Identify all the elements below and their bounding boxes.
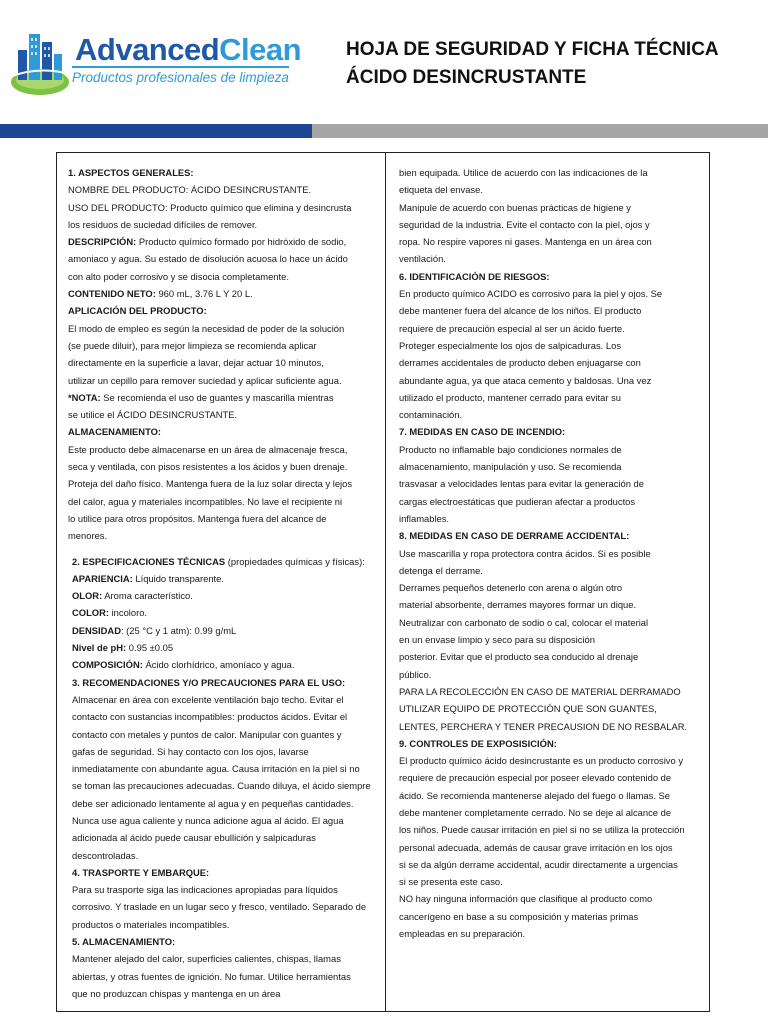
brand-tagline: Productos profesionales de limpieza — [72, 66, 289, 85]
text-line — [399, 666, 711, 683]
text-body: bien equipada. Utilice de acuerdo con las indicaciones de la — [399, 167, 648, 178]
text-body: almacenamiento, manipulación y uso. Se recomienda — [399, 461, 622, 473]
text-line — [68, 423, 380, 440]
text-line — [68, 795, 380, 812]
text-body: 0.95 ±0.05 — [126, 642, 174, 654]
text-body: Proteger especialmente los ojos de salpicaduras. Los — [399, 339, 622, 351]
text-body: En producto químico ACIDO es corrosivo para la piel y ojos. Se — [399, 288, 663, 300]
text-body: si se da algún derrame accidental, acudir directamente a urgencias — [399, 858, 678, 870]
text-body: seguridad de la industria. Evite el contacto con la piel, ojos y — [399, 218, 650, 230]
text-heading: 8. MEDIDAS EN CASO DE DERRAME ACCIDENTAL: — [399, 530, 630, 542]
text-line — [68, 916, 380, 933]
text-body: incoloro. — [108, 607, 148, 619]
text-line — [399, 752, 711, 769]
text-heading: 6. IDENTIFICACIÓN DE RIESGOS: — [399, 270, 550, 282]
text-line — [399, 285, 711, 302]
text-body: seca y ventilada, con pisos resistentes a los ácidos y buen drenaje. — [68, 461, 348, 473]
text-body: debe mantener fuera del alcance de los niños. El producto — [399, 305, 642, 317]
text-body: material absorbente, derrames mayores formar un dique. — [399, 599, 637, 611]
header-bar-blue — [0, 124, 312, 138]
text-body: trasvasar a velocidades lentas para evitar la generación de — [399, 478, 644, 490]
text-line — [68, 302, 380, 319]
text-body: : (25 °C y 1 atm): 0.99 g/mL — [120, 624, 237, 636]
text-line — [68, 216, 380, 233]
text-body: los residuos de suciedad difíciles de remover. — [68, 218, 258, 230]
text-body: corrosivo. Y traslade en un lugar seco y fresco, ventilado. Separado de — [72, 901, 367, 913]
text-body: requiere de precaución especial por poseer elevado contenido de — [399, 772, 672, 784]
text-line — [68, 933, 380, 950]
text-line — [68, 950, 380, 967]
text-body: (se puede diluir), para mejor limpieza se recomienda aplicar — [68, 339, 317, 351]
text-line — [399, 372, 711, 389]
text-line — [68, 847, 380, 864]
text-line — [68, 250, 380, 267]
text-body: utilizado el producto, mantener cerrado para evitar su — [399, 391, 621, 403]
text-line — [399, 735, 711, 752]
text-line — [68, 493, 380, 510]
text-line — [399, 648, 711, 665]
text-body: debe mantener completamente cerrado. No se deje al alcance de — [399, 806, 672, 818]
text-line — [68, 691, 380, 708]
text-line — [399, 250, 711, 267]
text-line — [399, 354, 711, 371]
text-body: directamente en la superficie a lavar, dejar actuar 10 minutos, — [68, 357, 324, 369]
text-body: menores. — [68, 530, 108, 542]
text-line — [68, 604, 380, 621]
text-line — [399, 596, 711, 613]
text-line — [68, 743, 380, 760]
text-line — [68, 527, 380, 544]
text-body: contacto con metales y puntos de calor. Manipular con guantes y — [72, 728, 342, 740]
brand-name-part2: Clean — [219, 32, 302, 67]
text-line — [68, 968, 380, 985]
text-line — [399, 787, 711, 804]
text-line — [68, 475, 380, 492]
text-line — [399, 268, 711, 285]
text-line — [399, 441, 711, 458]
text-body: LENTES, PERCHERA Y TENER PRECAUSION DE NO RESBALAR. — [399, 720, 688, 732]
text-body: personal adecuada, además de causar grave irritación en los ojos — [399, 841, 673, 853]
text-body: Manipule de acuerdo con buenas prácticas de higiene y — [399, 201, 631, 213]
text-body: detenga el derrame. — [399, 564, 483, 576]
right-column — [399, 164, 711, 942]
text-body: los niños. Puede causar irritación en piel si no se utiliza la protección — [399, 824, 685, 836]
text-line — [399, 821, 711, 838]
brand-logo — [10, 22, 310, 102]
text-body: gafas de seguridad. Si hay contacto con los ojos, lavarse — [72, 745, 309, 757]
text-heading: 3. RECOMENDACIONES Y/O PRECAUCIONES PARA EL USO: — [72, 676, 346, 688]
text-body: contaminación. — [399, 409, 463, 421]
text-body: Neutralizar con carbonato de sodio o cal, colocar el material — [399, 616, 649, 628]
text-body: Mantener alejado del calor, superficies calientes, chispas, llamas — [72, 953, 341, 965]
text-line — [68, 510, 380, 527]
text-heading: 1. ASPECTOS GENERALES: — [68, 167, 194, 178]
text-line — [68, 812, 380, 829]
text-line — [68, 553, 380, 570]
text-line — [68, 726, 380, 743]
text-body: amoniaco y agua. Su estado de disolución acuosa lo hace un ácido — [68, 253, 348, 265]
text-line — [399, 199, 711, 216]
text-body: se utilice el ÁCIDO DESINCRUSTANTE. — [68, 409, 238, 421]
text-line — [68, 406, 380, 423]
text-body: con alto poder corrosivo y se disocia completamente. — [68, 270, 289, 282]
text-body: público. — [399, 668, 432, 680]
text-line — [399, 925, 711, 942]
text-body: derrames accidentales de producto deben enjuagarse con — [399, 357, 641, 369]
document-title-line2: ÁCIDO DESINCRUSTANTE — [346, 67, 587, 88]
section-spacer — [68, 545, 380, 553]
text-body: 960 mL, 3.76 L Y 20 L. — [155, 288, 253, 300]
text-line — [399, 406, 711, 423]
text-line — [68, 320, 380, 337]
text-line — [399, 856, 711, 873]
text-line — [68, 639, 380, 656]
text-body: productos o materiales incompatibles. — [72, 918, 230, 930]
text-body: del calor, agua y materiales incompatibles. No lave el recipiente ni — [68, 495, 343, 507]
text-line — [68, 164, 380, 181]
text-heading: APARIENCIA: — [72, 572, 133, 584]
text-heading: CONTENIDO NETO: — [68, 288, 156, 300]
text-line — [68, 337, 380, 354]
text-body: Este producto debe almacenarse en un área de almacenaje fresca, — [68, 443, 348, 455]
text-line — [399, 233, 711, 250]
text-body: NO hay ninguna información que clasifique al producto como — [399, 893, 653, 905]
text-line — [68, 389, 380, 406]
text-body: cancerígeno en base a su composición y materias primas — [399, 910, 639, 922]
text-line — [399, 873, 711, 890]
text-line — [399, 769, 711, 786]
text-heading: COLOR: — [72, 607, 109, 619]
text-body: ácido. Se recomienda mantenerse alejado del fuego o llamas. Se — [399, 789, 671, 801]
text-line — [399, 718, 711, 735]
text-line — [399, 337, 711, 354]
text-line — [68, 199, 380, 216]
text-body: empleadas en su preparación. — [399, 928, 526, 940]
header-bar-gray — [312, 124, 768, 138]
text-line — [399, 804, 711, 821]
text-heading: 5. ALMACENAMIENTO: — [72, 936, 176, 948]
text-body: contacto con sustancias incompatibles: productos ácidos. Evitar el — [72, 711, 348, 723]
building-globe-icon — [10, 26, 72, 96]
text-heading: 7. MEDIDAS EN CASO DE INCENDIO: — [399, 426, 566, 438]
text-line — [399, 320, 711, 337]
text-line — [68, 458, 380, 475]
text-line — [399, 839, 711, 856]
text-body: lo utilice para otros propósitos. Mantenga fuera del alcance de — [68, 512, 327, 524]
text-heading: Nivel de pH: — [72, 642, 127, 654]
text-body: Aroma característico. — [102, 590, 193, 602]
text-line — [399, 545, 711, 562]
text-line — [68, 674, 380, 691]
text-line — [68, 372, 380, 389]
document-title-line1: HOJA DE SEGURIDAD Y FICHA TÉCNICA — [346, 39, 719, 60]
text-body: USO DEL PRODUCTO: Producto químico que elimina y desincrusta — [68, 201, 352, 213]
text-body: inmediatamente con abundante agua. Causa irritación en la piel si no — [72, 763, 360, 775]
text-body: Producto no inflamable bajo condiciones normales de — [399, 443, 622, 455]
text-line — [399, 302, 711, 319]
brand-name-part1: Advanced — [75, 32, 220, 67]
text-line — [68, 898, 380, 915]
text-line — [399, 475, 711, 492]
text-line — [68, 985, 380, 1002]
column-divider — [385, 152, 386, 1012]
text-line — [399, 458, 711, 475]
text-body: ropa. No respire vapores ni gases. Mantenga en un área con — [399, 236, 652, 248]
text-line — [399, 890, 711, 907]
text-body: requiere de precaución especial al ser un ácido fuerte. — [399, 322, 625, 334]
text-line — [399, 164, 711, 181]
text-line — [399, 614, 711, 631]
text-line — [68, 656, 380, 673]
text-body: que no produzcan chispas y mantenga en un área — [72, 987, 281, 999]
brand-name — [75, 32, 301, 68]
text-line — [68, 708, 380, 725]
text-line — [399, 631, 711, 648]
text-line — [399, 510, 711, 527]
text-body: Se recomienda el uso de guantes y mascarilla mientras — [100, 391, 334, 403]
text-body: utilizar un cepillo para remover suciedad y aplicar suficiente agua. — [68, 374, 342, 386]
text-heading: 9. CONTROLES DE EXPOSISICIÓN: — [399, 737, 557, 749]
text-body: debe ser adicionado lentamente al agua y en pequeñas cantidades. — [72, 797, 354, 809]
text-body: se toman las precauciones adecuadas. Cuando diluya, el ácido siempre — [72, 780, 371, 792]
text-body: etiqueta del envase. — [399, 184, 483, 196]
text-body: adicionada al ácido puede causar ebullición y salpicaduras — [72, 832, 316, 844]
text-line — [68, 864, 380, 881]
text-heading: DENSIDAD — [72, 624, 121, 636]
text-body: El producto químico ácido desincrustante es un producto corrosivo y — [399, 755, 684, 767]
text-body: Proteja del daño físico. Mantenga fuera de la luz solar directa y lejos — [68, 478, 353, 490]
text-body: abiertas, y otras fuentes de ignición. No fumar. Utilice herramientas — [72, 970, 351, 982]
text-heading: ALMACENAMIENTO: — [68, 426, 162, 438]
text-heading: DESCRIPCIÓN: — [68, 236, 137, 248]
text-body: PARA LA RECOLECCIÓN EN CASO DE MATERIAL DERRAMADO — [399, 685, 681, 697]
text-body: si se presenta este caso. — [399, 876, 503, 888]
text-line — [68, 441, 380, 458]
text-heading: COMPOSICIÓN: — [72, 659, 143, 671]
text-line — [68, 829, 380, 846]
text-line — [68, 570, 380, 587]
text-heading: 2. ESPECIFICACIONES TÉCNICAS — [72, 555, 226, 567]
text-line — [68, 760, 380, 777]
text-line — [399, 527, 711, 544]
text-body: cargas electroestáticas que pudieran afectar a productos — [399, 495, 636, 507]
text-body: inflamables. — [399, 512, 450, 524]
left-column — [68, 164, 380, 1002]
text-line — [68, 354, 380, 371]
text-line — [68, 777, 380, 794]
text-line — [399, 700, 711, 717]
text-heading: APLICACIÓN DEL PRODUCTO: — [68, 305, 207, 317]
text-body: NOMBRE DEL PRODUCTO: ÁCIDO DESINCRUSTANTE. — [68, 184, 312, 196]
text-body: Producto químico formado por hidróxido de sodio, — [136, 236, 347, 248]
text-body: Ácido clorhídrico, amoníaco y agua. — [142, 659, 295, 671]
text-line — [68, 181, 380, 198]
text-line — [399, 579, 711, 596]
text-line — [399, 493, 711, 510]
text-body: Derrames pequeños detenerlo con arena o algún otro — [399, 582, 623, 594]
text-heading: 4. TRASPORTE Y EMBARQUE: — [72, 866, 210, 878]
text-line — [399, 683, 711, 700]
text-body: abundante agua, ya que ataca cemento y baldosas. Una vez — [399, 374, 652, 386]
text-line — [399, 181, 711, 198]
text-body: posterior. Evitar que el producto sea conducido al drenaje — [399, 651, 639, 663]
text-line — [68, 285, 380, 302]
text-body: Para su trasporte siga las indicaciones apropiadas para líquidos — [72, 884, 338, 896]
text-body: El modo de empleo es según la necesidad de poder de la solución — [68, 322, 345, 334]
text-body: Líquido transparente. — [132, 572, 224, 584]
text-body: ventilación. — [399, 253, 446, 265]
text-body: Almacenar en área con excelente ventilación bajo techo. Evitar el — [72, 693, 344, 705]
text-line — [68, 233, 380, 250]
text-body: Use mascarilla y ropa protectora contra ácidos. Si es posible — [399, 547, 651, 559]
text-line — [399, 389, 711, 406]
document-title — [346, 36, 719, 92]
text-line — [68, 881, 380, 898]
text-heading: *NOTA: — [68, 391, 101, 403]
text-body: UTILIZAR EQUIPO DE PROTECCIÓN QUE SON GUANTES, — [399, 703, 657, 715]
text-heading: OLOR: — [72, 590, 103, 602]
text-line — [399, 423, 711, 440]
text-body: descontroladas. — [72, 849, 139, 861]
text-line — [399, 908, 711, 925]
text-line — [399, 562, 711, 579]
text-line — [399, 216, 711, 233]
text-line — [68, 622, 380, 639]
text-body: Nunca use agua caliente y nunca adicione agua al ácido. El agua — [72, 814, 344, 826]
text-line — [68, 587, 380, 604]
text-line — [68, 268, 380, 285]
text-body: en un envase limpio y seco para su disposición — [399, 634, 595, 646]
text-body: (propiedades químicas y físicas): — [225, 555, 365, 567]
